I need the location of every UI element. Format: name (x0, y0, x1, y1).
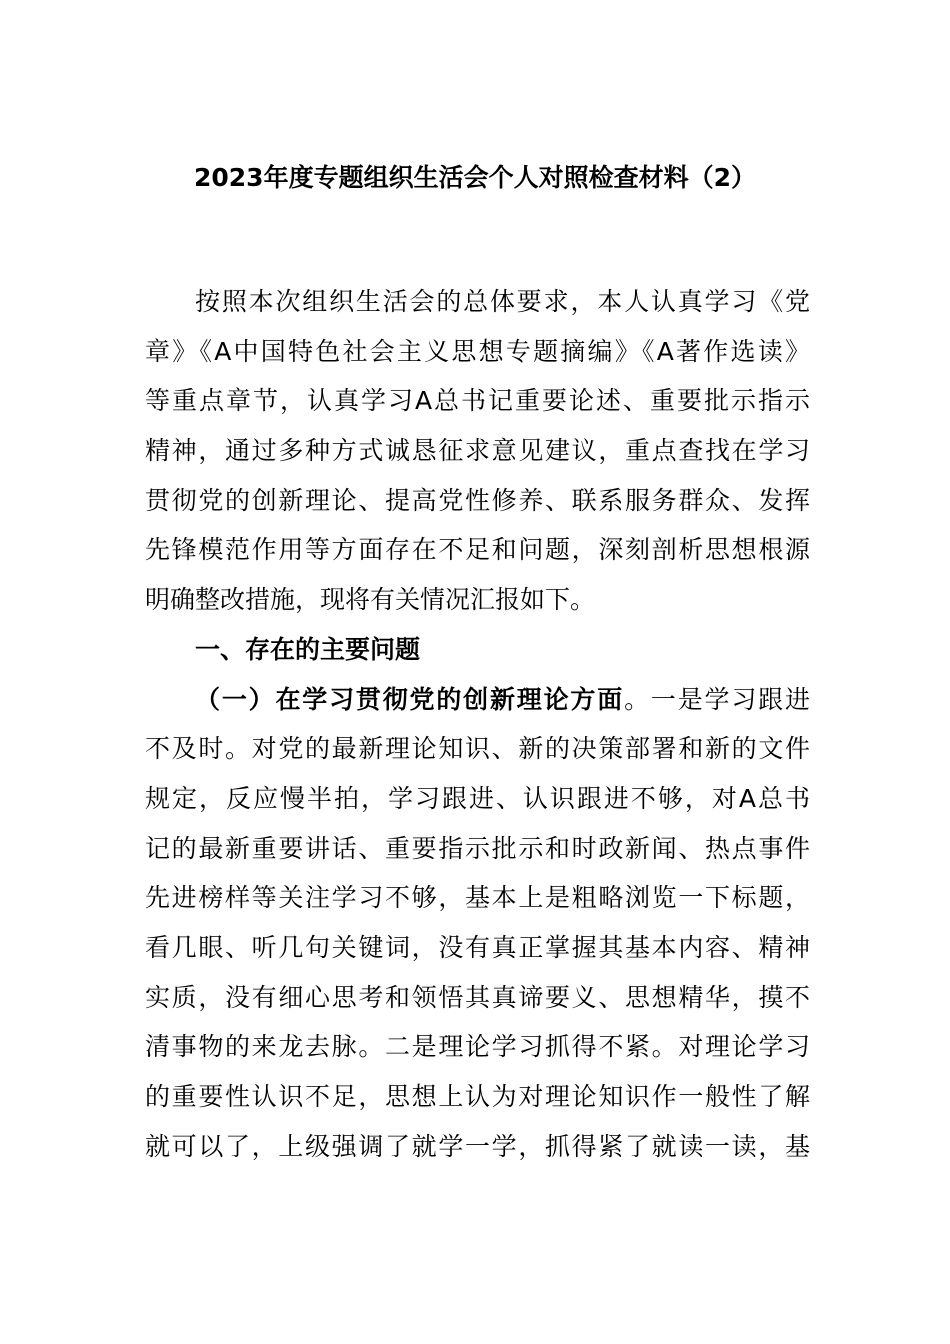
paragraph-line: 先锋模范作用等方面存在不足和问题，深刻剖析思想根源 (145, 535, 810, 565)
paragraph-line: 看几眼、听几句关键词，没有真正掌握其基本内容、精神 (145, 932, 810, 962)
paragraph-line: 贯彻党的创新理论、提高党性修养、联系服务群众、发挥 (145, 485, 810, 515)
paragraph-line: 的重要性认识不足，思想上认为对理论知识作一般性了解 (145, 1082, 810, 1111)
paragraph-line: 规定，反应慢半拍，学习跟进、认识跟进不够，对A总书 (145, 783, 810, 813)
paragraph-line: 先进榜样等关注学习不够，基本上是粗略浏览一下标题， (145, 883, 810, 913)
paragraph-line: 实质，没有细心思考和领悟其真谛要义、思想精华，摸不 (145, 982, 810, 1012)
paragraph-line: 章》《A中国特色社会主义思想专题摘编》《A著作选读》 (145, 336, 810, 366)
paragraph-line: 精神，通过多种方式诚恳征求意见建议，重点查找在学习 (145, 436, 810, 466)
paragraph-line: 不及时。对党的最新理论知识、新的决策部署和新的文件 (145, 734, 810, 764)
paragraph-line: 就可以了，上级强调了就学一学，抓得紧了就读一读，基 (145, 1131, 810, 1161)
document-title: 2023年度专题组织生活会个人对照检查材料（2） (194, 163, 756, 192)
paragraph-line-mixed (145, 675, 810, 725)
section-heading: 一、存在的主要问题 (195, 634, 421, 664)
document-body (145, 277, 810, 1171)
subsection-heading: （一）在学习贯彻党的创新理论方面 (195, 684, 625, 714)
paragraph-line: 明确整改措施，现将有关情况汇报如下。 (145, 585, 596, 615)
paragraph-text: 。一是学习跟进 (624, 684, 810, 714)
paragraph-line: 清事物的来龙去脉。二是理论学习抓得不紧。对理论学习 (145, 1032, 810, 1062)
paragraph-line: 按照本次组织生活会的总体要求，本人认真学习《党 (195, 287, 810, 316)
paragraph-line: 等重点章节，认真学习A总书记重要论述、重要批示指示 (145, 386, 810, 416)
paragraph-line: 记的最新重要讲话、重要指示批示和时政新闻、热点事件 (145, 833, 810, 863)
